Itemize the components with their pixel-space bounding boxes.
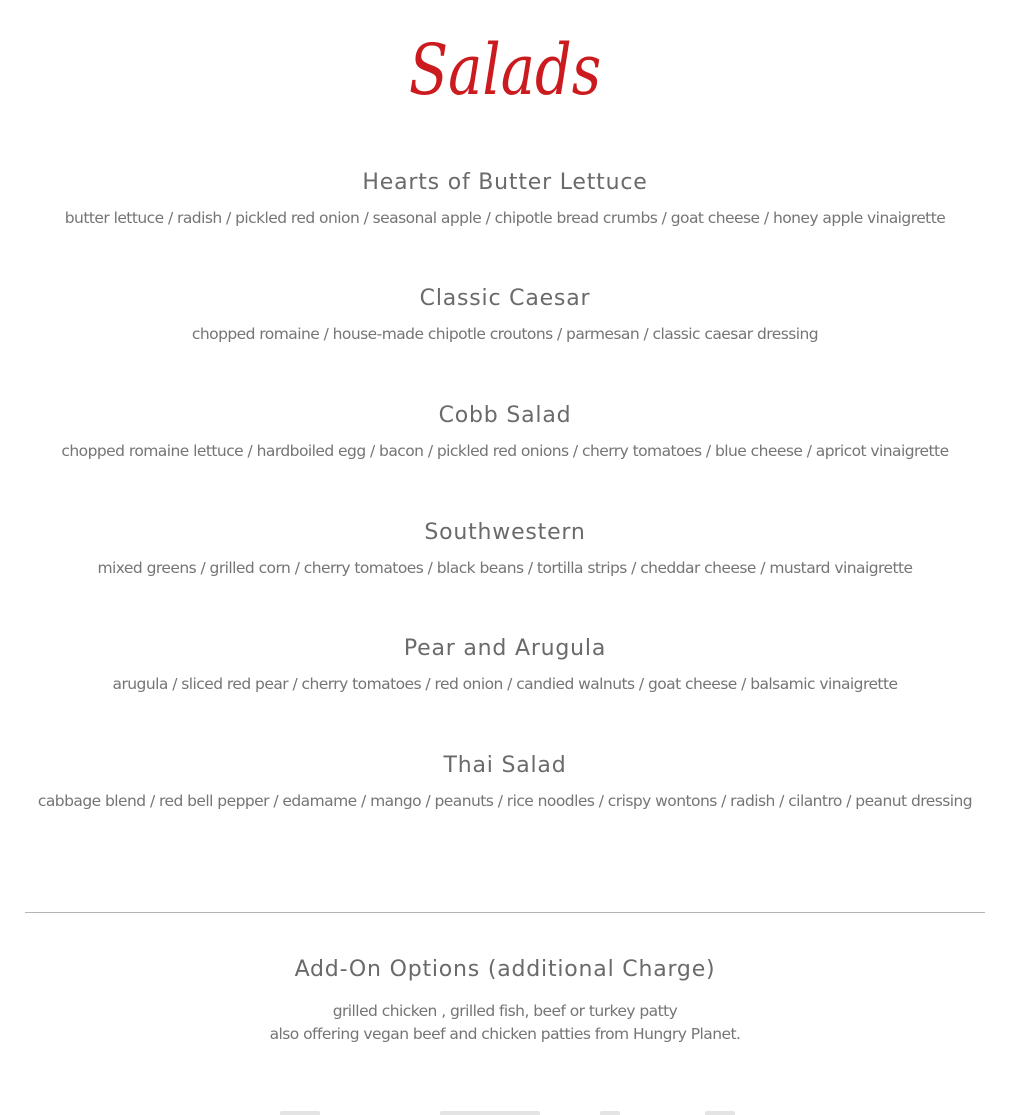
add-on-options-section [0,956,1010,1046]
salad-ingredients: cabbage blend / red bell pepper / edamame / mango / peanuts / rice noodles / crispy wontons / radish / cilantro / peanut dressing [37,792,973,810]
salad-item-hearts-of-butter-lettuce [0,170,1010,228]
salad-name: Cobb Salad [438,403,572,428]
add-on-vegan-note: also offering vegan beef and chicken patties from Hungry Planet. [269,1025,741,1043]
salad-ingredients: chopped romaine / house-made chipotle croutons / parmesan / classic caesar dressing [191,325,819,343]
section-divider [25,912,985,913]
salad-item-thai-salad [0,753,1010,811]
salad-ingredients: butter lettuce / radish / pickled red onion / seasonal apple / chipotle bread crumbs / goat cheese / honey apple vinaigrette [64,209,946,227]
salad-item-classic-caesar [0,286,1010,344]
salad-name: Classic Caesar [419,286,591,311]
salad-item-southwestern [0,520,1010,578]
salad-item-pear-and-arugula [0,636,1010,694]
page-title: Salads [408,29,602,111]
salad-item-cobb-salad [0,403,1010,461]
salad-ingredients: mixed greens / grilled corn / cherry tomatoes / black beans / tortilla strips / cheddar cheese / mustard vinaigrette [97,559,913,577]
salad-name: Hearts of Butter Lettuce [362,170,648,195]
salad-name: Pear and Arugula [403,636,607,661]
salad-name: Thai Salad [443,753,567,778]
add-on-proteins: grilled chicken , grilled fish, beef or turkey patty [332,1002,678,1020]
salad-ingredients: chopped romaine lettuce / hardboiled egg / bacon / pickled red onions / cherry tomatoes / blue cheese / apricot vinaigrette [61,442,949,460]
salad-name: Southwestern [424,520,586,545]
cut-off-next-section [0,1108,1010,1115]
salad-ingredients: arugula / sliced red pear / cherry tomatoes / red onion / candied walnuts / goat cheese / balsamic vinaigrette [112,675,898,693]
add-on-title: Add-On Options (additional Charge) [294,957,716,982]
